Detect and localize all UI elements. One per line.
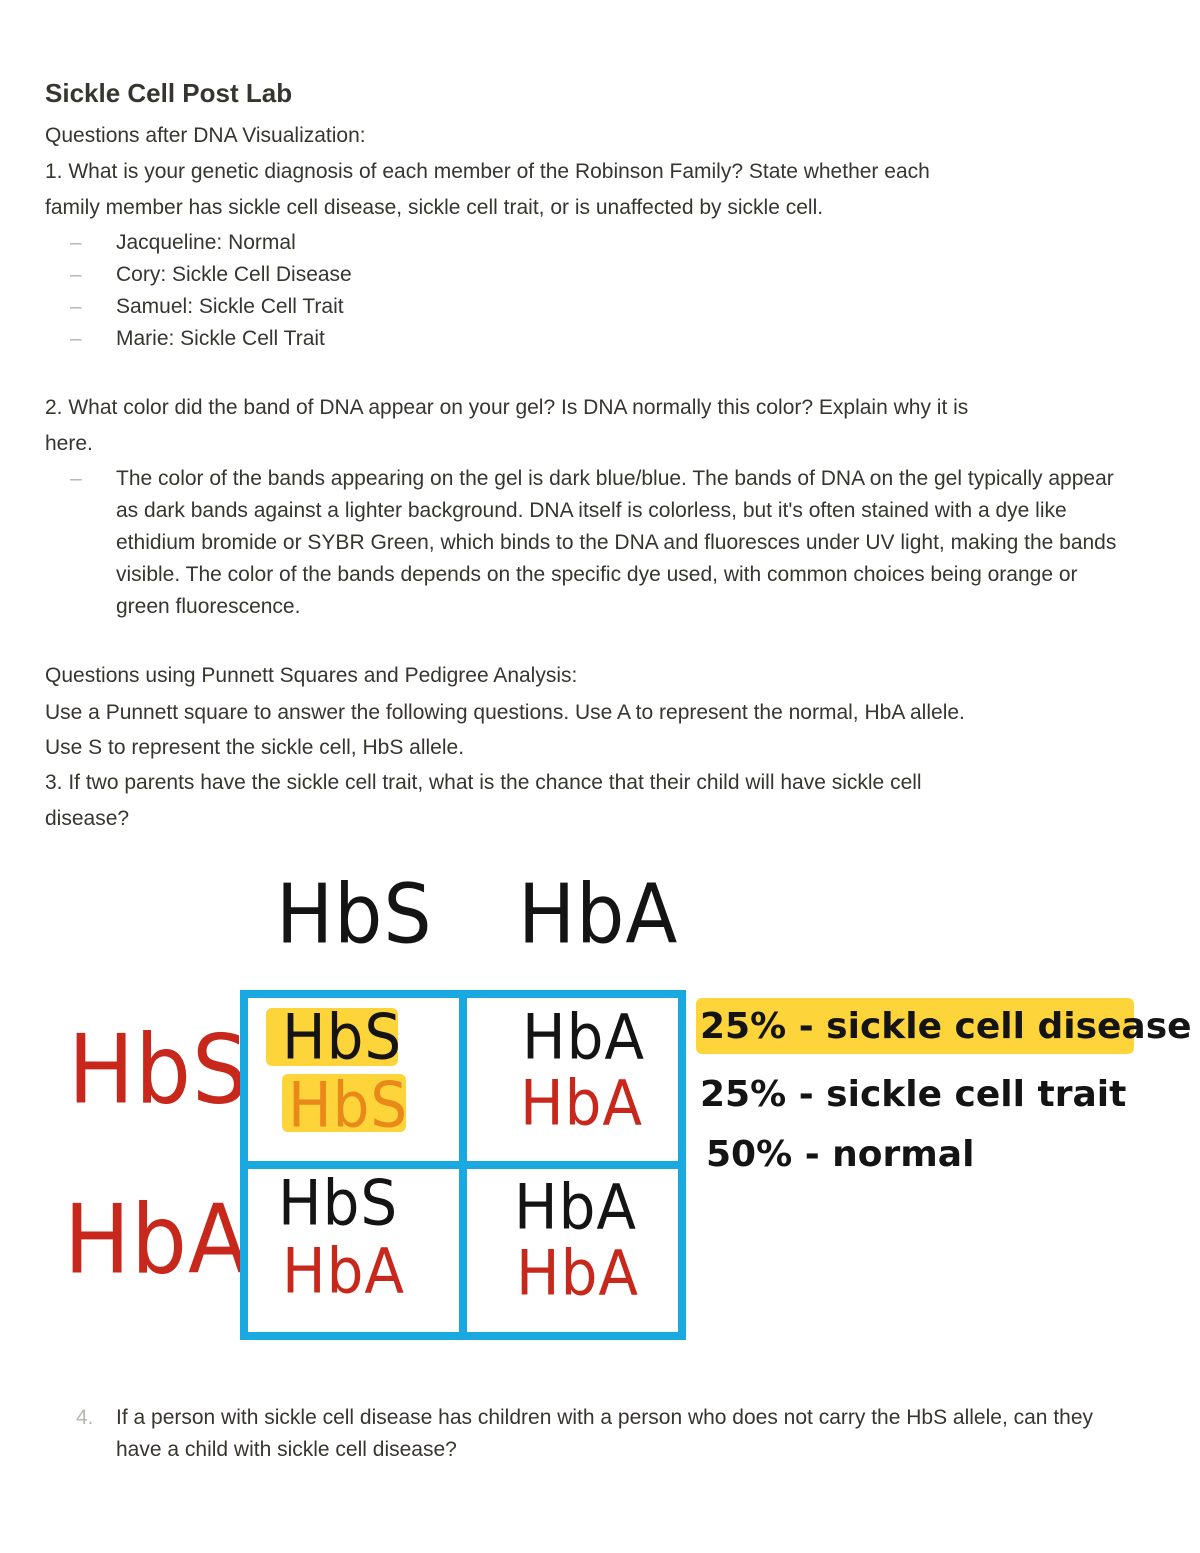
question-2-answer: The color of the bands appearing on the gel is dark blue/blue. The bands of DNA on the gel typically appear as dark bands against a lighter background. DNA itself is colorless, but it's often stained with a dye like ethidium bromide or SYBR Green, which binds to the DNA and fluoresces under UV light, making the bands visible. The color of the bands depends on the specific dye used, with common choices being orange or green fluorescence. (116, 467, 1117, 618)
top-allele-hbs: HbS (276, 866, 433, 963)
question-1-line-2: family member has sickle cell disease, sickle cell trait, or is unaffected by sickle cell. (45, 196, 824, 219)
answer-cory: – Cory: Sickle Cell Disease (0, 259, 352, 291)
question-1-line-1: 1. What is your genetic diagnosis of each member of the Robinson Family? State whether each (45, 160, 930, 183)
top-allele-hba: HbA (518, 866, 679, 963)
answer-samuel: – Samuel: Sickle Cell Trait (0, 291, 352, 323)
cell-2-bottom: HbA (520, 1066, 644, 1140)
question-2-line-1: 2. What color did the band of DNA appear on your gel? Is DNA normally this color? Explain why it is (45, 396, 969, 419)
cell-3-top: HbS (278, 1166, 399, 1240)
question-4-text: If a person with sickle cell disease has children with a person who does not carry the HbS allele, can they have a child with sickle cell disease? (116, 1406, 1094, 1461)
dash-icon: – (70, 467, 82, 490)
side-allele-hbs: HbS (68, 1014, 249, 1126)
side-allele-hba: HbA (64, 1184, 250, 1296)
cell-1-top: HbS (282, 1000, 403, 1074)
cell-1-bottom: HbS (288, 1068, 409, 1142)
result-disease: 25% - sickle cell disease (700, 1006, 1192, 1047)
instruction-line-2: Use S to represent the sickle cell, HbS allele. (45, 736, 465, 759)
result-trait: 25% - sickle cell trait (700, 1074, 1127, 1115)
cell-3-bottom: HbA (282, 1234, 406, 1308)
question-3-line-2: disease? (45, 807, 130, 830)
cell-4-bottom: HbA (516, 1236, 640, 1310)
answer-list-1 (0, 227, 352, 355)
section1-heading: Questions after DNA Visualization: (45, 124, 366, 147)
section2-heading: Questions using Punnett Squares and Pedigree Analysis: (45, 664, 578, 687)
answer-jacqueline: – Jacqueline: Normal (0, 227, 352, 259)
cell-4-top: HbA (514, 1170, 638, 1244)
question-2-line-2: here. (45, 432, 93, 455)
page-title: Sickle Cell Post Lab (45, 78, 293, 108)
question-3-line-1: 3. If two parents have the sickle cell trait, what is the chance that their child will have sickle cell (45, 771, 922, 794)
instruction-line-1: Use a Punnett square to answer the following questions. Use A to represent the normal, HbA allele. (45, 701, 965, 724)
cell-2-top: HbA (522, 1000, 646, 1074)
answer-marie: – Marie: Sickle Cell Trait (0, 323, 352, 355)
result-normal: 50% - normal (706, 1134, 975, 1175)
question-4-number: 4. (76, 1406, 94, 1429)
